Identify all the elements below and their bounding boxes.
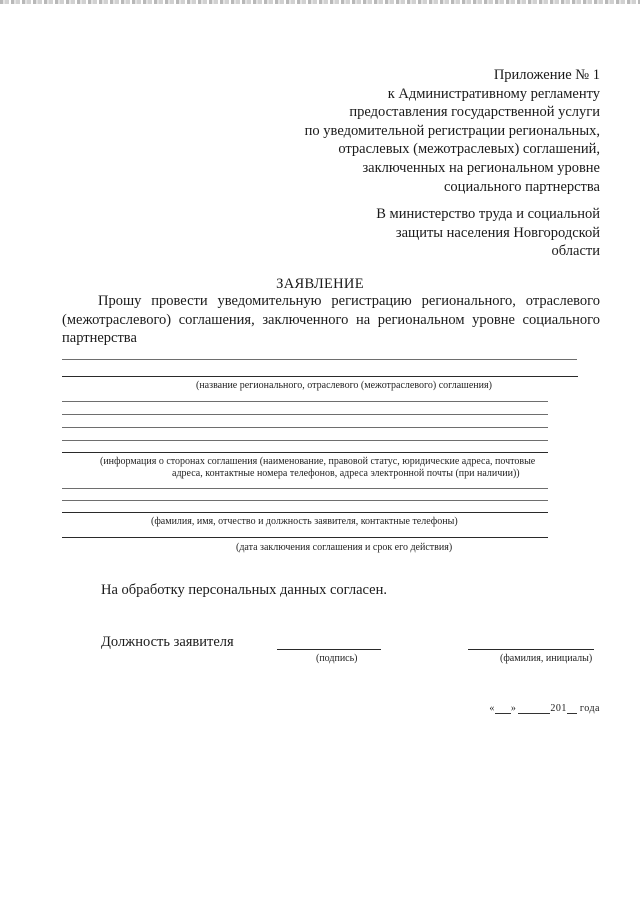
date-year-suffix: года <box>579 703 600 714</box>
document-title: ЗАЯВЛЕНИЕ <box>276 276 364 292</box>
name-initials-caption: (фамилия, инициалы) <box>500 653 593 664</box>
agreement-name-line-2[interactable] <box>62 376 578 377</box>
addressee-line: В министерство труда и социальной <box>376 206 600 222</box>
appendix-line: заключенных на региональном уровне <box>362 159 600 176</box>
agreement-name-line-1[interactable] <box>62 359 577 360</box>
position-label: Должность заявителя <box>101 634 234 650</box>
parties-info-caption-2: адреса, контактные номера телефонов, адреса электронной почты (при наличии)) <box>172 468 520 479</box>
name-initials-line[interactable] <box>468 649 594 650</box>
applicant-caption: (фамилия, имя, отчество и должность заявителя, контактные телефоны) <box>151 516 458 527</box>
appendix-line: предоставления государственной услуги <box>349 104 600 121</box>
signature-line[interactable] <box>277 649 381 650</box>
appendix-line: отраслевых (межотраслевых) соглашений, <box>338 141 600 158</box>
appendix-header <box>270 66 600 196</box>
conclusion-date-line[interactable] <box>62 537 548 538</box>
parties-info-line-5[interactable] <box>62 452 548 453</box>
applicant-line-2[interactable] <box>62 500 548 501</box>
addressee-line: защиты населения Новгородской <box>395 224 600 241</box>
request-paragraph <box>62 292 600 348</box>
addressee <box>340 205 600 261</box>
date-line <box>489 702 600 714</box>
conclusion-date-caption: (дата заключения соглашения и срок его действия) <box>236 542 453 553</box>
appendix-line: Приложение № 1 <box>493 67 600 83</box>
parties-info-caption-1: (информация о сторонах соглашения (наименование, правовой статус, юридические адреса, почтовые <box>100 456 536 467</box>
date-day-blank[interactable] <box>495 702 511 714</box>
date-year-prefix: 201 <box>550 703 567 714</box>
date-close-quote: » <box>510 703 517 714</box>
parties-info-line-2[interactable] <box>62 414 548 415</box>
applicant-line-1[interactable] <box>62 488 548 489</box>
scan-edge <box>0 0 640 4</box>
parties-info-line-3[interactable] <box>62 427 548 428</box>
date-year-blank[interactable] <box>567 702 577 714</box>
request-text: Прошу провести уведомительную регистрацию регионального, отраслевого (межотраслевого) соглашения, заключенного на региональном уровне социального партнерства <box>62 293 600 347</box>
date-month-blank[interactable] <box>518 702 550 714</box>
addressee-line: области <box>551 243 600 260</box>
appendix-line: по уведомительной регистрации региональных, <box>304 122 600 139</box>
parties-info-line-4[interactable] <box>62 440 548 441</box>
agreement-name-caption: (название регионального, отраслевого (межотраслевого) соглашения) <box>196 380 492 391</box>
appendix-line: к Административному регламенту <box>387 85 600 102</box>
date-open-quote: « <box>489 703 495 714</box>
parties-info-line-1[interactable] <box>62 401 548 402</box>
appendix-line: социального партнерства <box>444 178 600 195</box>
applicant-line-3[interactable] <box>62 512 548 513</box>
consent-statement: На обработку персональных данных согласен. <box>101 582 387 598</box>
signature-caption: (подпись) <box>316 653 358 664</box>
